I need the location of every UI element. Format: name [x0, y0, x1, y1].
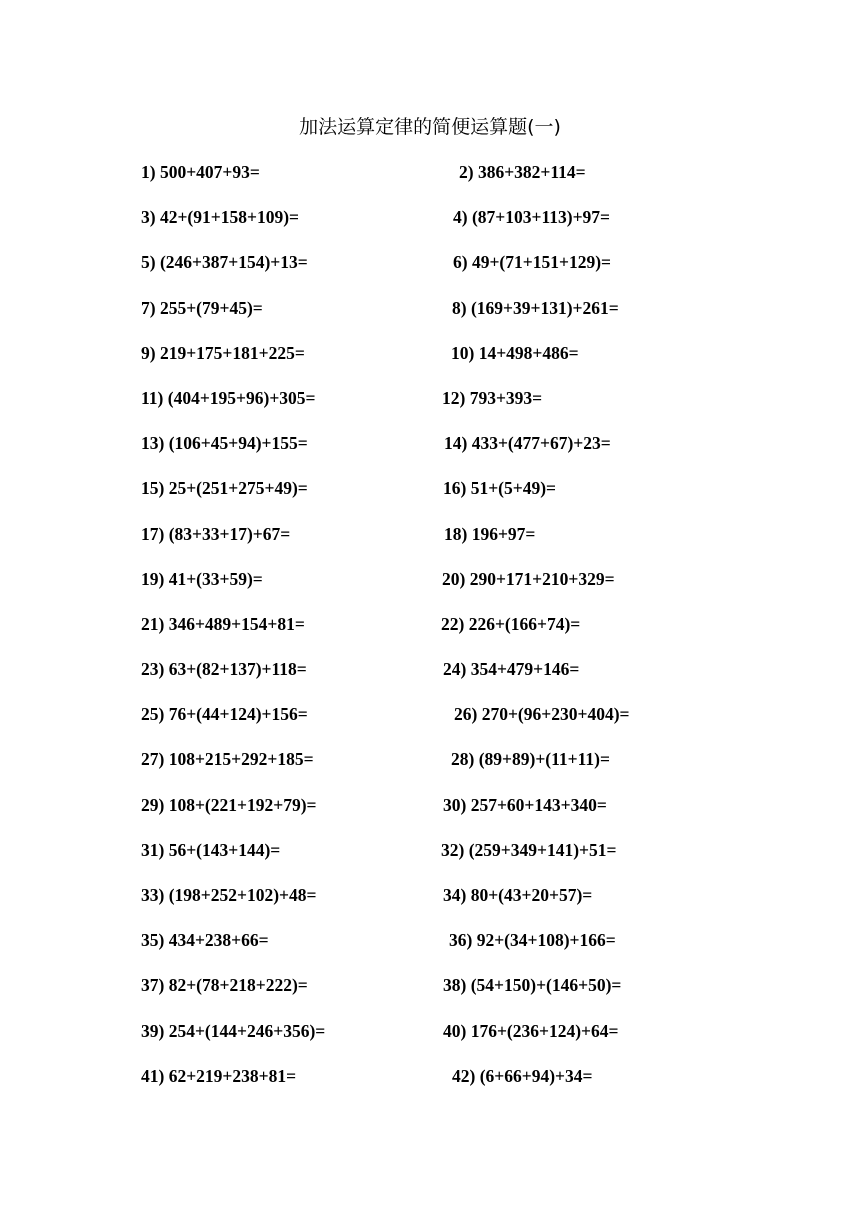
- problem-item: 22) 226+(166+74)=: [441, 613, 581, 634]
- problem-item: 33) (198+252+102)+48=: [141, 885, 317, 905]
- problem-row: [141, 160, 701, 205]
- problem-item: 1) 500+407+93=: [141, 162, 260, 182]
- problem-row: [141, 341, 701, 386]
- problem-item: 8) (169+39+131)+261=: [452, 297, 619, 318]
- problem-item: 23) 63+(82+137)+118=: [141, 659, 307, 680]
- problem-item: 29) 108+(221+192+79)=: [141, 794, 317, 815]
- problem-row: [141, 476, 701, 521]
- problem-row: [141, 747, 701, 792]
- problem-row: [141, 250, 701, 295]
- problem-row: [141, 567, 701, 612]
- problem-item: 10) 14+498+486=: [451, 342, 579, 363]
- problem-item: 12) 793+393=: [442, 387, 543, 408]
- problem-row: [141, 793, 701, 838]
- problem-item: 27) 108+215+292+185=: [141, 749, 314, 770]
- problem-row: [141, 386, 701, 431]
- problem-item: 17) (83+33+17)+67=: [141, 523, 291, 544]
- problem-row: [141, 296, 701, 341]
- problem-row: [141, 838, 701, 883]
- problem-item: 32) (259+349+141)+51=: [441, 839, 617, 860]
- problem-item: 31) 56+(143+144)=: [141, 839, 281, 860]
- problem-row: [141, 612, 701, 657]
- problem-row: [141, 702, 701, 747]
- problem-item: 34) 80+(43+20+57)=: [443, 885, 593, 905]
- problem-item: 19) 41+(33+59)=: [141, 568, 263, 589]
- problem-item: 4) (87+103+113)+97=: [453, 207, 611, 228]
- problem-item: 40) 176+(236+124)+64=: [443, 1020, 619, 1041]
- problem-row: [141, 657, 701, 702]
- problem-item: 28) (89+89)+(11+11)=: [451, 749, 610, 770]
- problem-item: 41) 62+219+238+81=: [141, 1065, 297, 1086]
- problem-item: 2) 386+382+114=: [459, 162, 586, 182]
- problem-row: [141, 883, 701, 928]
- problem-item: 36) 92+(34+108)+166=: [449, 930, 616, 951]
- problem-item: 24) 354+479+146=: [443, 659, 580, 680]
- problem-item: 35) 434+238+66=: [141, 930, 269, 951]
- problem-item: 3) 42+(91+158+109)=: [141, 207, 299, 228]
- problem-item: 5) (246+387+154)+13=: [141, 252, 308, 273]
- problem-item: 6) 49+(71+151+129)=: [453, 252, 611, 273]
- problem-item: 16) 51+(5+49)=: [443, 478, 557, 499]
- problem-item: 39) 254+(144+246+356)=: [141, 1020, 326, 1041]
- problem-row: [141, 522, 701, 567]
- problem-row: [141, 431, 701, 476]
- problem-item: 14) 433+(477+67)+23=: [444, 433, 611, 454]
- problem-item: 42) (6+66+94)+34=: [452, 1065, 593, 1086]
- problem-item: 30) 257+60+143+340=: [443, 794, 607, 815]
- problem-item: 20) 290+171+210+329=: [442, 568, 615, 589]
- problem-item: 38) (54+150)+(146+50)=: [443, 975, 622, 996]
- problem-item: 11) (404+195+96)+305=: [141, 387, 316, 408]
- problem-item: 26) 270+(96+230+404)=: [454, 704, 630, 725]
- problem-row: [141, 1064, 701, 1109]
- problem-item: 9) 219+175+181+225=: [141, 342, 305, 363]
- problem-item: 13) (106+45+94)+155=: [141, 433, 308, 454]
- problem-row: [141, 973, 701, 1018]
- problem-item: 7) 255+(79+45)=: [141, 297, 263, 318]
- problem-row: [141, 1019, 701, 1064]
- problem-list: [141, 160, 701, 1109]
- problem-row: [141, 205, 701, 250]
- problem-item: 21) 346+489+154+81=: [141, 613, 305, 634]
- problem-item: 15) 25+(251+275+49)=: [141, 478, 308, 499]
- problem-item: 18) 196+97=: [444, 523, 536, 544]
- problem-item: 37) 82+(78+218+222)=: [141, 975, 308, 996]
- worksheet-title: 加法运算定律的简便运算题(一): [299, 116, 561, 138]
- problem-item: 25) 76+(44+124)+156=: [141, 704, 308, 725]
- problem-row: [141, 928, 701, 973]
